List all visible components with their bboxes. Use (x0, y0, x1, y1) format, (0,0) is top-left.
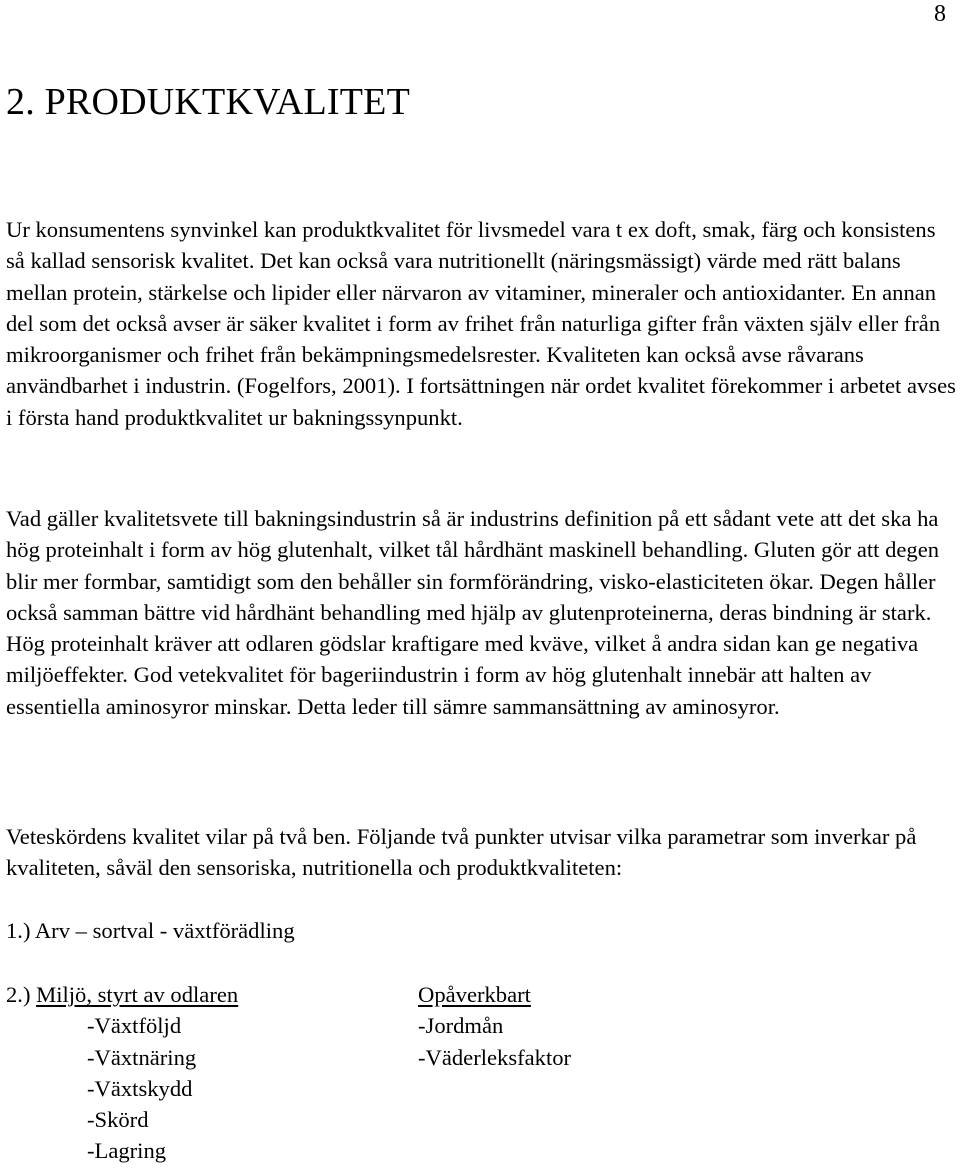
page-number: 8 (934, 1, 946, 27)
uncontrollable-list (418, 979, 571, 1073)
paragraph-quality-factors: Veteskördens kvalitet vilar på två ben. Följande två punkter utvisar vilka parametrar som inverkar på kvaliteten, såväl den sensoriska, nutritionella och produktkvaliteten: (6, 824, 917, 881)
uncontrollable-subitem: -Väderleksfaktor (418, 1044, 572, 1070)
environment-subitem: -Lagring (87, 1138, 167, 1164)
paragraph-wheat-quality: Vad gäller kvalitetsvete till bakningsindustrin så är industrins definition på ett sådant vete att det ska ha hög proteinhalt i form av hög glutenhalt, vilket tål hårdhänt maskinell behandling. Gluten gör att degen blir mer formbar, samtidigt som den behåller sin formförändring, visko-elasticiteten ökar. Degen håller också samman bättre vid hårdhänt behandling med hjälp av glutenproteinerna, deras bindning är stark. Hög proteinhalt kräver att odlaren gödslar kraftigare med kväve, vilket å andra sidan kan ge negativa miljöeffekter. God vetekvalitet för bageriindustrin i form av hög glutenhalt innebär att halten av essentiella aminosyror minskar. Detta leder till sämre sammansättning av aminosyror. (6, 506, 940, 719)
uncontrollable-subitem: -Jordmån (418, 1013, 504, 1039)
environment-subitem: -Växtföljd (87, 1013, 182, 1039)
environment-heading (6, 979, 238, 1010)
environment-list (6, 979, 238, 1167)
uncontrollable-heading: Opåverkbart (418, 982, 531, 1007)
paragraph-product-quality: Ur konsumentens synvinkel kan produktkvalitet för livsmedel vara t ex doft, smak, färg och konsistens så kallad sensorisk kvalitet. Det kan också vara nutritionellt (näringsmässigt) värde med rätt balans mellan protein, stärkelse och lipider eller närvaron av vitaminer, mineraler och antioxidanter. En annan del som det också avser är säker kvalitet i form av frihet från naturliga gifter från växten själv eller från mikroorganismer och frihet från bekämpningsmedelsrester. Kvaliteten kan också avse råvarans användbarhet i industrin. (Fogelfors, 2001). I fortsättningen när ordet kvalitet förekommer i arbetet avses i första hand produktkvalitet ur bakningssynpunkt. (6, 217, 956, 430)
environment-subitem: -Skörd (87, 1107, 149, 1133)
environment-heading-text: Miljö, styrt av odlaren (36, 982, 239, 1007)
list-number: 2.) (6, 982, 37, 1007)
environment-subitem: -Växtnäring (87, 1044, 197, 1070)
section-title: 2. PRODUKTKVALITET (6, 81, 410, 123)
list-item-heredity: 1.) Arv – sortval - växtförädling (6, 918, 295, 943)
environment-subitem: -Växtskydd (87, 1075, 193, 1101)
